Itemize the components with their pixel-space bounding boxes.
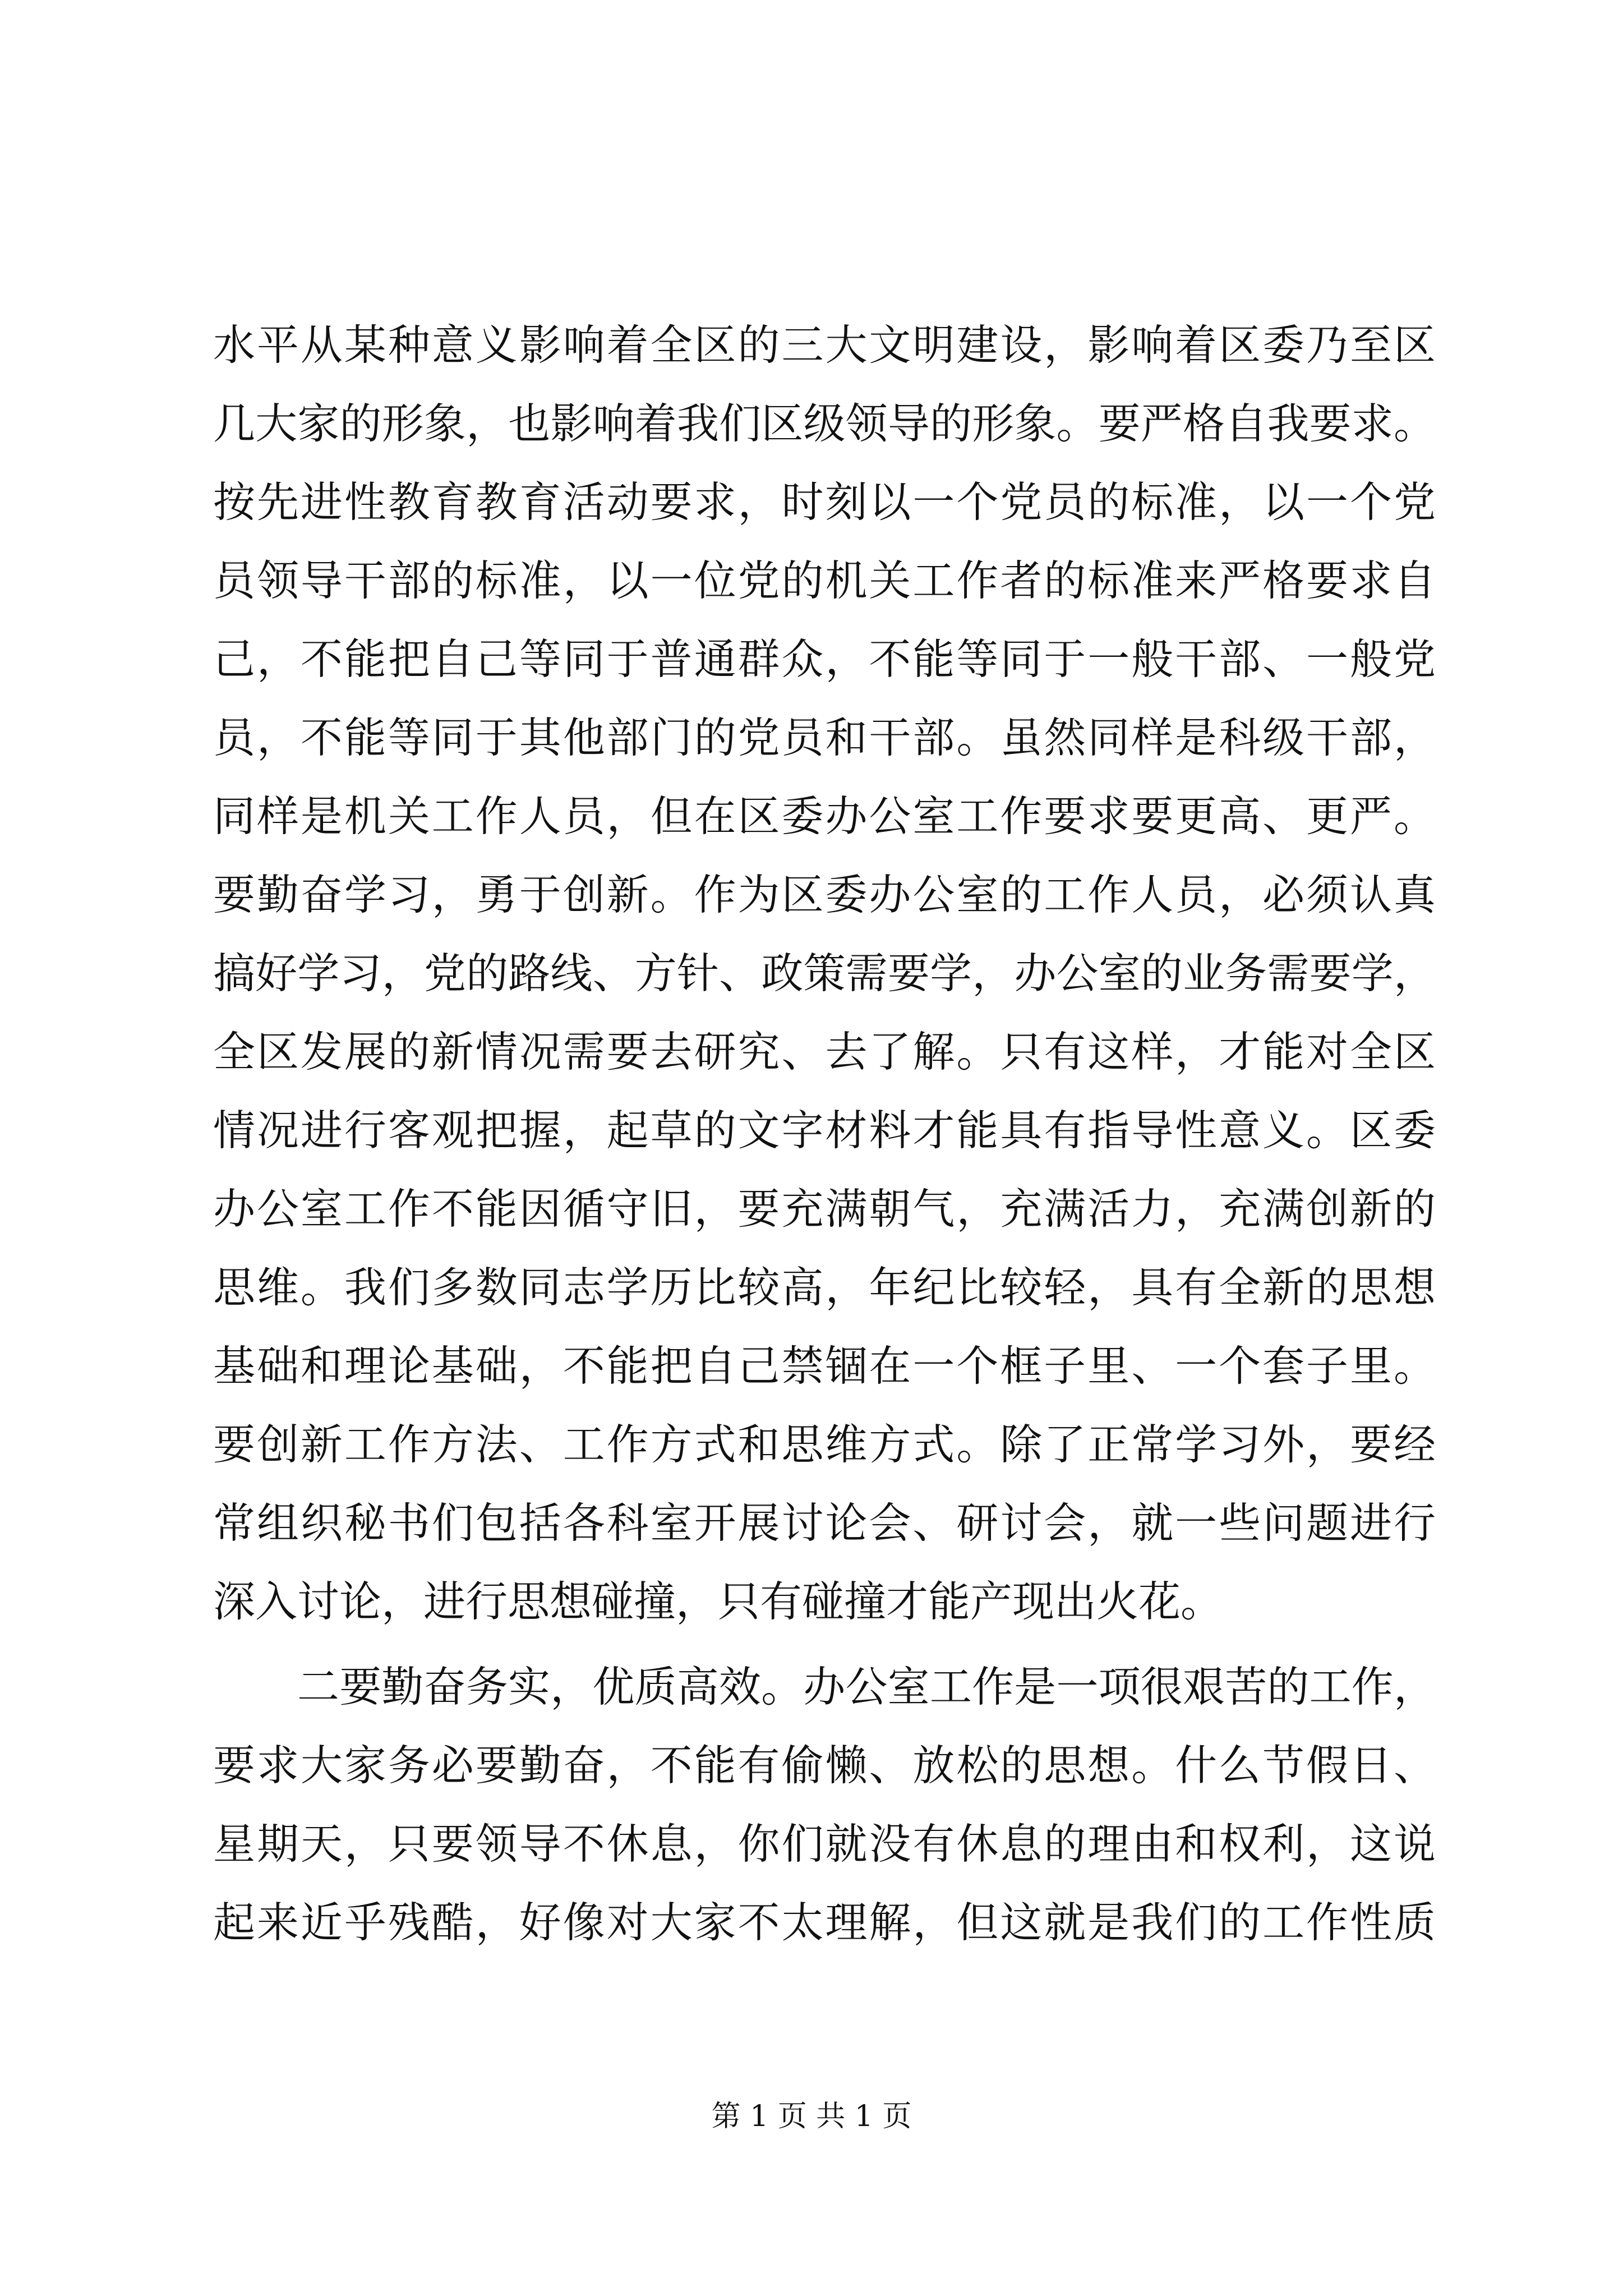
text-line: 几大家的形象，也影响着我们区级领导的形象。要严格自我要求。 bbox=[213, 399, 1436, 448]
text-line: 思维。我们多数同志学历比较高，年纪比较轻，具有全新的思想 bbox=[213, 1263, 1436, 1312]
text-line: 星期天，只要领导不休息，你们就没有休息的理由和权利，这说 bbox=[213, 1819, 1436, 1869]
text-line: 要勤奋学习，勇于创新。作为区委办公室的工作人员，必须认真 bbox=[213, 870, 1436, 919]
text-line: 搞好学习，党的路线、方针、政策需要学，办公室的业务需要学， bbox=[213, 949, 1436, 998]
text-line: 起来近乎残酷，好像对大家不太理解，但这就是我们的工作性质 bbox=[213, 1898, 1436, 1947]
page-footer: 第 1 页 共 1 页 bbox=[711, 2100, 912, 2133]
text-line: 己，不能把自己等同于普通群众，不能等同于一般干部、一般党 bbox=[213, 634, 1436, 684]
text-line: 同样是机关工作人员，但在区委办公室工作要求要更高、更严。 bbox=[213, 792, 1436, 841]
text-line: 员，不能等同于其他部门的党员和干部。虽然同样是科级干部， bbox=[213, 713, 1436, 762]
text-line: 情况进行客观把握，起草的文字材料才能具有指导性意义。区委 bbox=[213, 1106, 1436, 1155]
text-line: 要创新工作方法、工作方式和思维方式。除了正常学习外，要经 bbox=[213, 1420, 1436, 1469]
text-line: 常组织秘书们包括各科室开展讨论会、研讨会，就一些问题进行 bbox=[213, 1498, 1436, 1548]
text-line: 水平从某种意义影响着全区的三大文明建设，影响着区委乃至区 bbox=[213, 320, 1436, 370]
text-line: 二要勤奋务实，优质高效。办公室工作是一项很艰苦的工作， bbox=[297, 1662, 1436, 1711]
text-line: 全区发展的新情况需要去研究、去了解。只有这样，才能对全区 bbox=[213, 1027, 1436, 1076]
text-line: 基础和理论基础，不能把自己禁锢在一个框子里、一个套子里。 bbox=[213, 1341, 1436, 1391]
text-line: 按先进性教育教育活动要求，时刻以一个党员的标准，以一个党 bbox=[213, 477, 1436, 527]
text-line: 要求大家务必要勤奋，不能有偷懒、放松的思想。什么节假日、 bbox=[213, 1741, 1436, 1790]
text-line: 办公室工作不能因循守旧，要充满朝气，充满活力，充满创新的 bbox=[213, 1184, 1436, 1234]
text-line: 深入讨论，进行思想碰撞，只有碰撞才能产现出火花。 bbox=[213, 1577, 1223, 1626]
text-line: 员领导干部的标准，以一位党的机关工作者的标准来严格要求自 bbox=[213, 556, 1436, 605]
